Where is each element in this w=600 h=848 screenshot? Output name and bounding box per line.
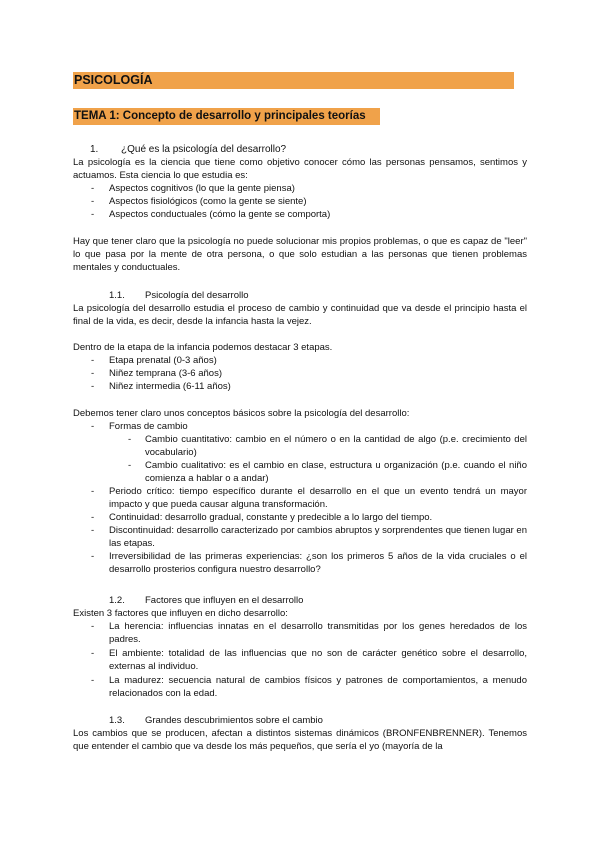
section-1-heading: ¿Qué es la psicología del desarrollo? xyxy=(121,144,287,155)
section-1-intro: La psicología es la ciencia que tiene como objetivo conocer cómo las personas pensamos, sentimos y actuamos. Esta ciencia lo que estudia es: xyxy=(73,157,527,181)
list-item: - Aspectos fisiológicos (como la gente se siente) xyxy=(91,196,307,207)
list-item: - Cambio cualitativo: es el cambio en clase, estructura u organización (p.e. cuando el niño comienza a hablar o a andar) xyxy=(128,460,527,484)
list-item: - Continuidad: desarrollo gradual, constante y predecible a lo largo del tiempo. xyxy=(91,512,433,523)
section-1-1-text: La psicología del desarrollo estudia el proceso de cambio y continuidad que va desde el principio hasta el final de la vida, es decir, desde la infancia hasta la vejez. xyxy=(73,303,527,327)
section-1-3-heading: Grandes descubrimientos sobre el cambio xyxy=(145,715,323,726)
document-title: PSICOLOGÍA xyxy=(73,72,514,89)
section-1-1-heading: Psicología del desarrollo xyxy=(145,290,249,301)
list-item: - Periodo crítico: tiempo específico durante el desarrollo en el que un evento tendrá un mayor impacto y que pueda causar alguna transformación. xyxy=(91,486,527,510)
section-1-2-heading: Factores que influyen en el desarrollo xyxy=(145,595,304,606)
section-1-1-number: 1.1. xyxy=(109,290,125,301)
section-1-2-intro: Existen 3 factores que influyen en dicho desarrollo: xyxy=(73,608,288,619)
factors-list xyxy=(0,620,600,700)
section-1-bullets xyxy=(0,182,600,221)
list-item: - Discontinuidad: desarrollo caracterizado por cambios abruptos y sorprendentes que tienen lugar en las etapas. xyxy=(91,525,527,549)
list-item: - Cambio cuantitativo: cambio en el número o en la cantidad de algo (p.e. crecimiento del vocabulario) xyxy=(128,434,527,458)
list-item: - Niñez temprana (3-6 años) xyxy=(91,368,222,379)
list-item: - Irreversibilidad de las primeras experiencias: ¿son los primeros 5 años de la vida cruciales o el desarrollo prosterios configura nuestro desarrollo? xyxy=(91,551,527,575)
list-item: - Niñez intermedia (6-11 años) xyxy=(91,381,231,392)
section-1-note: Hay que tener claro que la psicología no puede solucionar mis propios problemas, o que es capaz de "leer" lo que pasa por la mente de otra persona, o que solo estudian a las personas que tienen problemas mentales y conductuales. xyxy=(73,236,527,273)
list-item: - La herencia: influencias innatas en el desarrollo transmitidas por los genes heredados de los padres. xyxy=(91,621,527,645)
section-1-3-text: Los cambios que se producen, afectan a distintos sistemas dinámicos (BRONFENBRENNER). Tenemos que entender el cambio que va desde los más pequeños, que sería el yo (mayoría de la xyxy=(73,728,527,752)
list-item: - La madurez: secuencia natural de cambios físicos y patrones de comportamientos, a menudo relacionados con la edad. xyxy=(91,675,527,699)
concepts-intro: Debemos tener claro unos conceptos básicos sobre la psicología del desarrollo: xyxy=(73,408,410,419)
section-1-3-number: 1.3. xyxy=(109,715,125,726)
concepts-list xyxy=(0,420,600,576)
stages-list xyxy=(0,354,600,393)
stages-intro: Dentro de la etapa de la infancia podemos destacar 3 etapas. xyxy=(73,342,333,353)
list-item: - Aspectos conductuales (cómo la gente se comporta) xyxy=(91,209,331,220)
list-item: - Formas de cambio xyxy=(91,421,188,432)
section-1-2-number: 1.2. xyxy=(109,595,125,606)
list-item: - El ambiente: totalidad de las influencias que no son de carácter genético sobre el desarrollo, externas al individuo. xyxy=(91,648,527,672)
topic-title: TEMA 1: Concepto de desarrollo y principales teorías xyxy=(73,108,380,125)
section-1-number: 1. xyxy=(90,144,99,155)
list-item: - Etapa prenatal (0-3 años) xyxy=(91,355,217,366)
list-item: - Aspectos cognitivos (lo que la gente piensa) xyxy=(91,183,295,194)
